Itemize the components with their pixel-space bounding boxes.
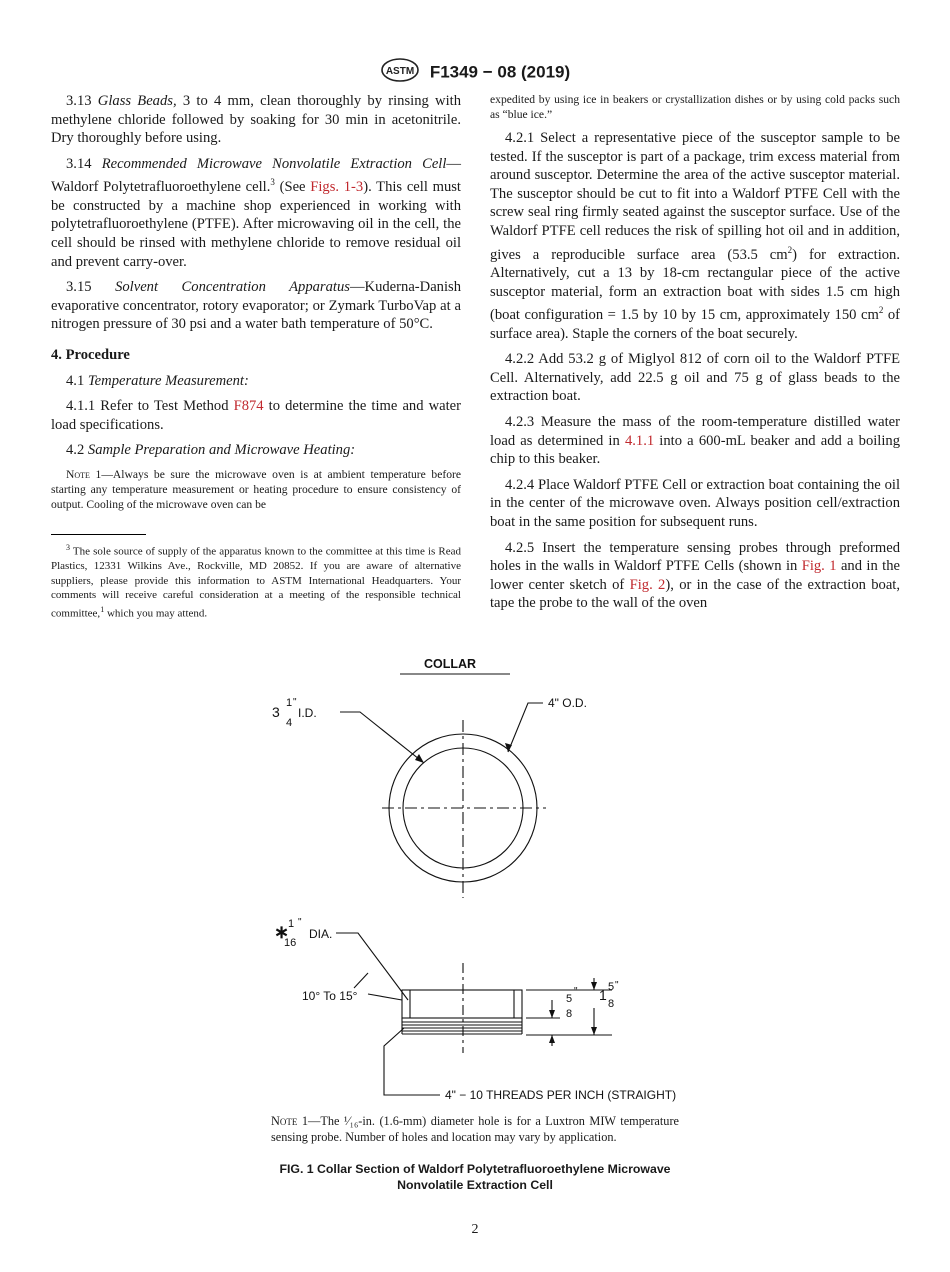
id-den: 4 <box>286 717 293 729</box>
section-4-1-1-link[interactable]: 4.1.1 <box>624 432 655 449</box>
hole-unit: " <box>298 917 302 928</box>
hole-num: 1 <box>288 918 295 930</box>
paragraph-4-2-2: 4.2.2 Add 53.2 g of Miglyol 812 of corn oil to the Waldorf PTFE Cell. Alternatively, add 22.5 g oil and 75 g of glass beads to the extraction boat. <box>490 351 900 405</box>
figure-1-note: Note 1—The ¹⁄₁₆-in. (1.6-mm) diameter hole is for a Luxtron MIW temperature sensing probe. Number of holes and location may vary by application. <box>271 1114 679 1144</box>
height-small-unit: " <box>574 986 578 997</box>
hole-suffix: DIA. <box>309 927 333 941</box>
fig-1-link[interactable]: Fig. 1 <box>801 558 837 575</box>
paragraph-3-13: 3.13 Glass Beads, 3 to 4 mm, clean thoroughly by rinsing with methylene chloride followed by soaking for 30 min in acetonitrile. Dry thoroughly before using. <box>51 93 461 147</box>
height-total-den: 8 <box>608 998 615 1010</box>
height-small-den: 8 <box>566 1008 573 1020</box>
height-small-num: 5 <box>566 993 573 1005</box>
height-total-num: 5 <box>608 981 615 993</box>
note-1: Note 1—Always be sure the microwave oven is at ambient temperature before starting any temperature measurement or heating procedure to ensure consistency of output. Cooling of the microwave oven can be <box>51 467 462 511</box>
id-whole: 3 <box>272 704 280 720</box>
height-total-whole: 1 <box>599 987 607 1003</box>
thread-label: 4" − 10 THREADS PER INCH (STRAIGHT) <box>445 1088 677 1102</box>
figure-1-collar-drawing <box>250 648 710 1108</box>
height-total-unit: " <box>615 980 619 991</box>
paragraph-4-2-4: 4.2.4 Place Waldorf PTFE Cell or extraction boat containing the oil in the center of the microwave oven. Always position cell/extraction boat in the same position for subsequent runs. <box>490 476 900 530</box>
collar-section-body <box>402 990 522 1018</box>
paragraph-4-2-1: 4.2.1 Select a representative piece of the susceptor sample to be tested. If the susceptor is part of a package, trim excess material from around susceptor. Determine the area of the active susceptor material. The susceptor should be cut to fit into a Waldorf PTFE Cell with the screw seal ring firmly seated against the susceptor surface. Use of the Waldorf PTFE cell reduces the risk of spilling hot oil and in addition, gives a reproducible surface area (53.5 $cm^2$) for extraction. Alternatively, cut a 13 by 18-cm rectangular piece of the active susceptor material, form an extraction boat with sides 1.5 cm high (boat configuration = 1.5 by 10 by 15 cm, approximately 150 $cm^2$ of surface area). Staple the corners of the boat securely. <box>490 130 901 342</box>
paragraph-4-2-3: 4.2.3 Measure the mass of the room-temperature distilled water load as determined in 4.1.1 into a 600-mL beaker and add a boiling chip to this beaker. <box>490 414 900 468</box>
collar-label: COLLAR <box>424 657 477 671</box>
page-header <box>0 58 950 87</box>
section-heading-procedure: 4. Procedure <box>51 346 130 363</box>
paragraph-4-1: 4.1 Temperature Measurement: <box>66 372 249 389</box>
footnote-3: $^3$ The sole source of supply of the apparatus known to the committee at this time is Read Plastics, 12331 Wilkins Ave., Rockville, MD 20852. If you are aware of alternative suppliers, please provide this information to ASTM International Headquarters. Your comments will receive careful consideration at a meeting of the responsible technical committee,$^1$ which you may attend. <box>51 542 461 620</box>
paragraph-3-14: 3.14 Recommended Microwave Nonvolatile Extraction Cell—Waldorf Polytetrafluoroethylene cell.$^3$ (See Figs. 1-3). This cell must be constructed by a machine shop experienced in working with polytetrafluoroethylene (PTFE). After microwaving oil in the cell, the cell should be rinsed with methylene chloride to remove residual oil and prevent carry-over. <box>51 155 462 270</box>
figs-1-3-link[interactable]: Figs. 1-3 <box>310 179 364 196</box>
astm-logo-icon <box>380 58 420 87</box>
id-num: 1 <box>286 697 293 709</box>
right-column <box>490 92 900 620</box>
angle-label: 10° To 15° <box>302 989 358 1003</box>
paragraph-4-1-1: 4.1.1 Refer to Test Method F874 to determine the time and water load specifications. <box>51 398 461 433</box>
page-number: 2 <box>471 1222 479 1237</box>
hole-den: 16 <box>284 937 297 949</box>
od-label: 4" O.D. <box>548 696 587 710</box>
paragraph-3-15: 3.15 Solvent Concentration Apparatus—Kuderna-Danish evaporative concentrator, rotory evaporator; or Zymark TurboVap at a nitrogen pressure of 30 psi and a water bath temperature of 50°C. <box>51 279 461 333</box>
note-1-continued: expedited by using ice in beakers or crystallization dishes or by using cold packs such as “blue ice.” <box>490 93 900 121</box>
svg-text:ASTM: ASTM <box>385 66 414 77</box>
paragraph-4-2-5: 4.2.5 Insert the temperature sensing probes through preformed holes in the walls in Waldorf PTFE Cells (shown in Fig. 1 and in the lower center sketch of Fig. 2), or in the case of the extraction boat, tape the probe to the wall of the oven <box>490 539 901 612</box>
footnote-rule <box>51 534 146 535</box>
document-designation: F1349 − 08 (2019) <box>429 62 571 82</box>
left-column <box>51 92 461 628</box>
hole-star: ∗ <box>274 922 290 942</box>
id-suffix: I.D. <box>298 706 317 720</box>
f874-link[interactable]: F874 <box>233 398 264 415</box>
paragraph-4-2: 4.2 Sample Preparation and Microwave Heating: <box>66 442 356 459</box>
figure-1-title: FIG. 1 Collar Section of Waldorf Polytetrafluoroethylene Microwave Nonvolatile Extraction Cell <box>279 1162 671 1192</box>
id-unit: " <box>293 697 297 708</box>
fig-2-link[interactable]: Fig. 2 <box>629 576 666 593</box>
